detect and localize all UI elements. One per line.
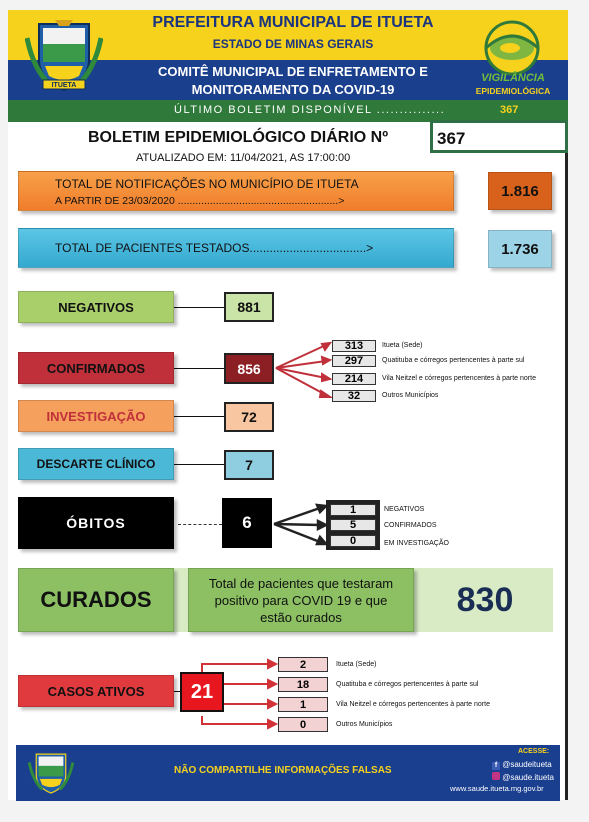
ativos-row-label: Quatituba e córregos pertencentes à parte sul	[336, 681, 479, 688]
confirmados-arrows	[274, 340, 334, 400]
footer-message: NÃO COMPARTILHE INFORMAÇÕES FALSAS	[174, 765, 392, 776]
confirmados-row-value: 297	[332, 355, 376, 367]
confirmados-row-value: 214	[332, 373, 376, 385]
ativos-row-label: Outros Municípios	[336, 721, 393, 728]
instagram-icon	[492, 772, 500, 780]
ativos-row-value: 2	[278, 657, 328, 672]
curados-label: CURADOS	[18, 568, 174, 632]
obitos-row-value: 0	[330, 535, 376, 547]
investigacao-label: INVESTIGAÇÃO	[18, 400, 174, 432]
notifications-value: 1.816	[488, 172, 552, 210]
updated-at: ATUALIZADO EM: 11/04/2021, AS 17:00:00	[136, 152, 351, 164]
confirmados-row-value: 313	[332, 340, 376, 352]
obitos-row-label: CONFIRMADOS	[384, 522, 437, 529]
obitos-row-label: EM INVESTIGAÇÃO	[384, 540, 449, 547]
confirmados-row-label: Vila Neitzel e córregos pertencentes à parte norte	[382, 375, 536, 382]
ativos-row-value: 1	[278, 697, 328, 712]
descarte-connector	[174, 464, 224, 465]
notifications-line1: TOTAL DE NOTIFICAÇÕES NO MUNICÍPIO DE ITUETA	[55, 177, 359, 191]
curados-description: Total de pacientes que testaram positivo para COVID 19 e que estão curados	[188, 568, 414, 632]
confirmados-row-label: Quatituba e córregos pertencentes à parte sul	[382, 357, 525, 364]
header-title: PREFEITURA MUNICIPAL DE ITUETA	[152, 14, 434, 31]
footer-site-link[interactable]: www.saude.itueta.mg.gov.br	[450, 784, 544, 793]
obitos-connector	[178, 524, 222, 525]
confirmados-row-value: 32	[332, 390, 376, 402]
descarte-value: 7	[224, 450, 274, 480]
footer-instagram[interactable]	[492, 772, 554, 782]
municipal-crest-logo	[25, 18, 103, 94]
tested-value: 1.736	[488, 230, 552, 268]
confirmados-label: CONFIRMADOS	[18, 352, 174, 384]
notifications-line2: A PARTIR DE 23/03/2020 .......................................................>	[55, 195, 345, 207]
descarte-label: DESCARTE CLÍNICO	[18, 448, 174, 480]
confirmados-row-label: Itueta (Sede)	[382, 342, 423, 349]
vigilancia-epidemiologica-logo	[464, 14, 562, 104]
header-monitoring: MONITORAMENTO DA COVID-19	[191, 82, 395, 97]
curados-value: 830	[456, 580, 514, 619]
obitos-row-value: 5	[330, 519, 376, 531]
tested-banner	[18, 228, 454, 268]
ativos-row-label: Itueta (Sede)	[336, 661, 377, 668]
facebook-icon: f	[492, 762, 500, 770]
obitos-row-label: NEGATIVOS	[384, 506, 425, 513]
confirmados-value: 856	[224, 353, 274, 384]
confirmados-connector	[174, 368, 224, 369]
header-committee: COMITÊ MUNICIPAL DE ENFRETAMENTO E	[158, 64, 428, 79]
header-state: ESTADO DE MINAS GERAIS	[212, 37, 374, 51]
ativos-row-label: Vila Neitzel e córregos pertencentes à parte norte	[336, 701, 490, 708]
negativos-connector	[174, 307, 224, 308]
negativos-label: NEGATIVOS	[18, 291, 174, 323]
bulletin-title: BOLETIM EPIDEMIOLÓGICO DIÁRIO Nº	[88, 129, 389, 146]
obitos-value: 6	[222, 498, 272, 548]
footer-acesse: ACESSE:	[518, 748, 550, 755]
ativos-arrows	[196, 656, 280, 732]
investigacao-connector	[174, 416, 224, 417]
footer-bar	[16, 745, 560, 801]
crest-text: ITUETA	[51, 82, 77, 89]
negativos-value: 881	[224, 292, 274, 322]
ativos-row-value: 18	[278, 677, 328, 692]
instagram-handle: @saude.itueta	[502, 773, 554, 782]
facebook-handle: @saudeitueta	[502, 760, 552, 769]
tested-label: TOTAL DE PACIENTES TESTADOS...................................>	[55, 241, 374, 255]
last-bulletin-label: ÚLTIMO BOLETIM DISPONÍVEL ...............	[174, 104, 446, 116]
footer-facebook[interactable]	[492, 760, 552, 770]
ativos-row-value: 0	[278, 717, 328, 732]
ativos-value: 21	[180, 672, 224, 712]
vigilancia-text: VIGILÂNCIA	[481, 72, 545, 84]
confirmados-row-label: Outros Municípios	[382, 392, 439, 399]
last-bulletin-number: 367	[500, 104, 519, 116]
notifications-banner	[18, 171, 454, 211]
obitos-row-value: 1	[330, 504, 376, 516]
epidemiologica-text: EPIDEMIOLÓGICA	[475, 86, 551, 96]
obitos-arrows	[272, 500, 328, 550]
footer-crest-logo	[28, 749, 74, 797]
investigacao-value: 72	[224, 402, 274, 432]
bulletin-number: 367	[430, 120, 568, 153]
ativos-label: CASOS ATIVOS	[18, 675, 174, 707]
obitos-label: ÓBITOS	[18, 497, 174, 549]
